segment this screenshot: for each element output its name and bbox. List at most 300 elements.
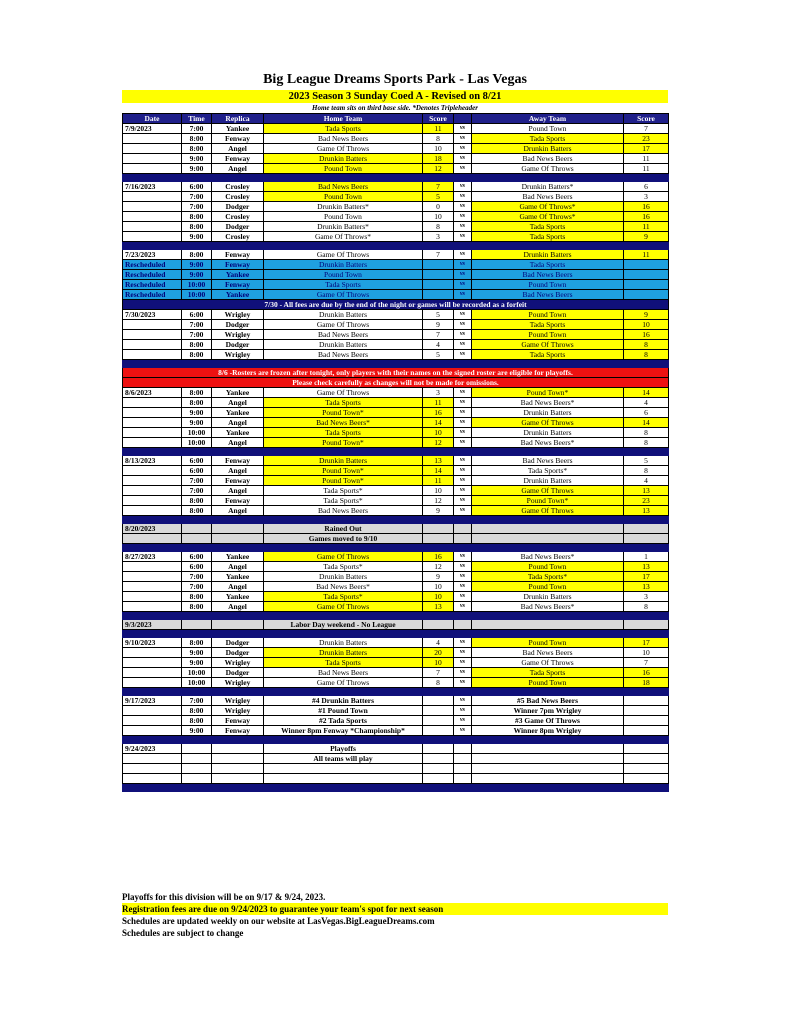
vs-cell (454, 764, 472, 774)
date-cell (123, 154, 182, 164)
home-team-cell: Bad News Beers* (264, 582, 423, 592)
time-cell: 8:00 (182, 506, 212, 516)
game-row (123, 232, 669, 242)
time-cell (182, 764, 212, 774)
date-cell: 7/23/2023 (123, 250, 182, 260)
home-score-cell: 12 (423, 438, 454, 448)
date-cell: 9/24/2023 (123, 744, 182, 754)
separator-row (123, 516, 669, 524)
table-header-row (123, 114, 669, 124)
time-cell: 8:00 (182, 134, 212, 144)
away-team-cell: Bad News Beers* (472, 438, 624, 448)
away-score-cell: 8 (624, 340, 669, 350)
home-team-cell: Tada Sports* (264, 592, 423, 602)
away-team-cell: Pound Town (472, 280, 624, 290)
away-score-cell: 13 (624, 582, 669, 592)
away-team-cell: Drunkin Batters (472, 408, 624, 418)
game-row (123, 764, 669, 774)
home-team-cell: Game Of Throws* (264, 232, 423, 242)
status-row (123, 524, 669, 534)
replica-cell: Wrigley (212, 696, 264, 706)
roster-notice-row (123, 378, 669, 388)
replica-cell: Yankee (212, 388, 264, 398)
home-team-cell (264, 764, 423, 774)
date-cell (123, 232, 182, 242)
date-cell (123, 658, 182, 668)
away-score-cell: 7 (624, 658, 669, 668)
away-team-cell: Bad News Beers (472, 290, 624, 300)
vs-cell: vs (454, 192, 472, 202)
date-cell (123, 330, 182, 340)
home-team-cell: Game Of Throws (264, 552, 423, 562)
away-score-cell: 1 (624, 552, 669, 562)
vs-cell: vs (454, 250, 472, 260)
away-score-cell: 13 (624, 562, 669, 572)
home-team-cell: Bad News Beers* (264, 418, 423, 428)
separator-row (123, 174, 669, 182)
home-team-cell: Pound Town (264, 270, 423, 280)
time-cell: 6:00 (182, 552, 212, 562)
home-team-cell: Tada Sports (264, 280, 423, 290)
away-score-cell: 10 (624, 320, 669, 330)
away-team-cell: Tada Sports (472, 222, 624, 232)
away-team-cell: Pound Town (472, 638, 624, 648)
game-row (123, 648, 669, 658)
vs-cell: vs (454, 696, 472, 706)
replica-cell: Fenway (212, 496, 264, 506)
game-row (123, 466, 669, 476)
vs-cell: vs (454, 270, 472, 280)
replica-cell: Fenway (212, 726, 264, 736)
away-team-cell: Game Of Throws (472, 506, 624, 516)
replica-cell (212, 754, 264, 764)
away-team-cell: Drunkin Batters* (472, 182, 624, 192)
empty-cell (454, 620, 472, 630)
home-score-cell: 20 (423, 648, 454, 658)
game-row (123, 774, 669, 784)
home-score-cell: 7 (423, 250, 454, 260)
away-team-cell: Pound Town (472, 678, 624, 688)
schedule-table (122, 113, 669, 792)
empty-cell (624, 620, 669, 630)
home-score-cell (423, 744, 454, 754)
fee-notice-row (123, 300, 669, 310)
rescheduled-row (123, 260, 669, 270)
empty-cell (212, 620, 264, 630)
home-team-cell: Game Of Throws (264, 144, 423, 154)
home-score-cell: 18 (423, 154, 454, 164)
home-team-cell: #4 Drunkin Batters (264, 696, 423, 706)
time-cell: 9:00 (182, 726, 212, 736)
date-cell: Rescheduled (123, 290, 182, 300)
date-cell: 7/9/2023 (123, 124, 182, 134)
away-team-cell: Winner 8pm Wrigley (472, 726, 624, 736)
home-score-cell: 4 (423, 638, 454, 648)
empty-cell (182, 620, 212, 630)
vs-cell: vs (454, 678, 472, 688)
time-cell: 8:00 (182, 340, 212, 350)
time-cell (182, 774, 212, 784)
separator-row (123, 630, 669, 638)
vs-cell: vs (454, 154, 472, 164)
vs-cell: vs (454, 648, 472, 658)
away-score-cell: 14 (624, 418, 669, 428)
date-cell (123, 486, 182, 496)
game-row (123, 496, 669, 506)
away-team-cell: Bad News Beers (472, 154, 624, 164)
separator-cell (123, 174, 669, 182)
game-row (123, 572, 669, 582)
time-cell: 8:00 (182, 350, 212, 360)
vs-cell: vs (454, 232, 472, 242)
away-team-cell: Pound Town (472, 582, 624, 592)
vs-cell: vs (454, 466, 472, 476)
vs-cell: vs (454, 428, 472, 438)
home-score-cell (423, 726, 454, 736)
away-score-cell: 16 (624, 668, 669, 678)
separator-row (123, 612, 669, 620)
replica-cell: Angel (212, 466, 264, 476)
home-score-cell: 7 (423, 668, 454, 678)
home-score-cell: 10 (423, 428, 454, 438)
time-cell: 8:00 (182, 638, 212, 648)
time-cell: 10:00 (182, 280, 212, 290)
home-score-cell: 16 (423, 408, 454, 418)
away-score-cell: 6 (624, 182, 669, 192)
home-team-cell: Tada Sports (264, 398, 423, 408)
replica-cell: Dodger (212, 320, 264, 330)
game-row (123, 592, 669, 602)
home-score-cell: 10 (423, 582, 454, 592)
page-title: Big League Dreams Sports Park - Las Vegas (263, 72, 527, 87)
vs-cell: vs (454, 320, 472, 330)
replica-cell: Fenway (212, 260, 264, 270)
home-score-cell (423, 270, 454, 280)
home-team-cell (264, 774, 423, 784)
home-team-cell: Pound Town (264, 212, 423, 222)
away-score-cell (624, 706, 669, 716)
game-row (123, 320, 669, 330)
vs-cell: vs (454, 134, 472, 144)
replica-cell: Angel (212, 602, 264, 612)
empty-cell (624, 534, 669, 544)
separator-row (123, 688, 669, 696)
time-cell: 6:00 (182, 456, 212, 466)
time-cell: 9:00 (182, 260, 212, 270)
time-cell: 7:00 (182, 202, 212, 212)
game-row (123, 696, 669, 706)
home-score-cell (423, 716, 454, 726)
vs-cell (454, 754, 472, 764)
vs-cell: vs (454, 668, 472, 678)
vs-cell: vs (454, 602, 472, 612)
home-team-cell: Drunkin Batters* (264, 202, 423, 212)
game-row (123, 562, 669, 572)
date-cell (123, 496, 182, 506)
date-cell (123, 466, 182, 476)
away-score-cell (624, 696, 669, 706)
away-team-cell (472, 754, 624, 764)
away-score-cell: 11 (624, 154, 669, 164)
date-cell: 9/10/2023 (123, 638, 182, 648)
status-text: Rained Out (264, 524, 423, 534)
away-score-cell: 3 (624, 592, 669, 602)
game-row (123, 726, 669, 736)
time-cell: 7:00 (182, 320, 212, 330)
vs-cell: vs (454, 212, 472, 222)
home-team-cell: Pound Town* (264, 408, 423, 418)
time-cell: 8:00 (182, 144, 212, 154)
vs-cell: vs (454, 408, 472, 418)
vs-cell: vs (454, 456, 472, 466)
time-cell: 10:00 (182, 668, 212, 678)
vs-cell: vs (454, 706, 472, 716)
home-score-cell: 10 (423, 486, 454, 496)
rescheduled-row (123, 280, 669, 290)
time-cell: 7:00 (182, 124, 212, 134)
away-score-cell: 13 (624, 506, 669, 516)
vs-cell: vs (454, 552, 472, 562)
away-score-cell: 16 (624, 330, 669, 340)
home-score-cell: 8 (423, 134, 454, 144)
away-score-cell: 3 (624, 192, 669, 202)
separator-cell (123, 544, 669, 552)
empty-cell (182, 534, 212, 544)
separator-row (123, 544, 669, 552)
home-score-cell: 4 (423, 340, 454, 350)
time-cell: 7:00 (182, 582, 212, 592)
date-cell (123, 418, 182, 428)
time-cell: 9:00 (182, 658, 212, 668)
home-team-cell: Game Of Throws (264, 678, 423, 688)
header-vs (454, 114, 472, 124)
game-row (123, 638, 669, 648)
time-cell: 7:00 (182, 192, 212, 202)
away-score-cell (624, 744, 669, 754)
away-team-cell: Game Of Throws (472, 418, 624, 428)
home-score-cell: 16 (423, 552, 454, 562)
away-team-cell: Drunkin Batters (472, 250, 624, 260)
time-cell: 9:00 (182, 408, 212, 418)
vs-cell: vs (454, 592, 472, 602)
replica-cell: Wrigley (212, 658, 264, 668)
date-cell: Rescheduled (123, 280, 182, 290)
time-cell: 10:00 (182, 438, 212, 448)
vs-cell: vs (454, 222, 472, 232)
header-replica: Replica (212, 114, 264, 124)
date-cell (123, 716, 182, 726)
away-score-cell: 9 (624, 232, 669, 242)
home-team-cell: Bad News Beers (264, 182, 423, 192)
replica-cell: Wrigley (212, 706, 264, 716)
home-score-cell: 14 (423, 418, 454, 428)
home-team-cell: Game Of Throws (264, 250, 423, 260)
away-score-cell: 13 (624, 486, 669, 496)
home-score-cell: 7 (423, 182, 454, 192)
home-team-cell: Tada Sports* (264, 486, 423, 496)
date-cell (123, 572, 182, 582)
home-team-cell: Playoffs (264, 744, 423, 754)
separator-row (123, 736, 669, 744)
home-score-cell (423, 260, 454, 270)
home-score-cell: 10 (423, 212, 454, 222)
separator-cell (123, 784, 669, 792)
away-team-cell: Pound Town (472, 330, 624, 340)
replica-cell: Fenway (212, 250, 264, 260)
separator-cell (123, 242, 669, 250)
replica-cell: Yankee (212, 270, 264, 280)
away-team-cell: Tada Sports (472, 232, 624, 242)
vs-cell: vs (454, 658, 472, 668)
game-row (123, 506, 669, 516)
header-time: Time (182, 114, 212, 124)
home-score-cell: 3 (423, 388, 454, 398)
away-score-cell: 8 (624, 466, 669, 476)
separator-cell (123, 736, 669, 744)
home-score-cell: 12 (423, 496, 454, 506)
empty-cell (472, 620, 624, 630)
date-cell (123, 506, 182, 516)
home-score-cell: 5 (423, 192, 454, 202)
home-score-cell (423, 706, 454, 716)
away-score-cell (624, 774, 669, 784)
replica-cell: Fenway (212, 716, 264, 726)
away-team-cell: Bad News Beers (472, 270, 624, 280)
time-cell: 8:00 (182, 706, 212, 716)
footer-line-highlight: Registration fees are due on 9/24/2023 to guarantee your team's spot for next season (122, 903, 668, 915)
time-cell: 7:00 (182, 696, 212, 706)
game-row (123, 202, 669, 212)
away-team-cell: Drunkin Batters (472, 428, 624, 438)
time-cell: 7:00 (182, 572, 212, 582)
away-score-cell: 17 (624, 638, 669, 648)
replica-cell: Yankee (212, 290, 264, 300)
away-score-cell: 10 (624, 648, 669, 658)
away-score-cell: 11 (624, 164, 669, 174)
time-cell: 8:00 (182, 388, 212, 398)
separator-cell (123, 612, 669, 620)
game-row (123, 602, 669, 612)
replica-cell: Crosley (212, 232, 264, 242)
away-score-cell: 8 (624, 602, 669, 612)
replica-cell: Angel (212, 164, 264, 174)
away-score-cell: 17 (624, 144, 669, 154)
vs-cell: vs (454, 182, 472, 192)
replica-cell: Angel (212, 582, 264, 592)
home-team-cell: Drunkin Batters (264, 638, 423, 648)
home-team-cell: Pound Town* (264, 466, 423, 476)
footer-line: Playoffs for this division will be on 9/17 & 9/24, 2023. (122, 892, 326, 902)
home-score-cell: 12 (423, 562, 454, 572)
home-score-cell: 9 (423, 320, 454, 330)
replica-cell: Yankee (212, 408, 264, 418)
separator-row (123, 448, 669, 456)
away-team-cell: Pound Town (472, 124, 624, 134)
game-row (123, 438, 669, 448)
time-cell: 8:00 (182, 716, 212, 726)
away-score-cell (624, 280, 669, 290)
away-team-cell: Game Of Throws (472, 486, 624, 496)
empty-cell (454, 534, 472, 544)
away-score-cell: 17 (624, 572, 669, 582)
date-cell (123, 212, 182, 222)
empty-cell (212, 534, 264, 544)
status-row (123, 534, 669, 544)
time-cell: 9:00 (182, 164, 212, 174)
replica-cell (212, 744, 264, 754)
home-score-cell: 11 (423, 476, 454, 486)
date-cell: 7/16/2023 (123, 182, 182, 192)
replica-cell: Fenway (212, 476, 264, 486)
separator-cell (123, 688, 669, 696)
away-score-cell: 8 (624, 438, 669, 448)
game-row (123, 706, 669, 716)
away-team-cell: Bad News Beers (472, 192, 624, 202)
date-cell: 9/17/2023 (123, 696, 182, 706)
footer-line: Schedules are subject to change (122, 928, 244, 938)
away-score-cell: 7 (624, 124, 669, 134)
time-cell: 10:00 (182, 428, 212, 438)
home-team-cell: Drunkin Batters (264, 456, 423, 466)
home-team-cell: Tada Sports* (264, 496, 423, 506)
replica-cell: Yankee (212, 552, 264, 562)
empty-cell (212, 524, 264, 534)
roster-notice-row (123, 368, 669, 378)
game-row (123, 388, 669, 398)
replica-cell: Wrigley (212, 310, 264, 320)
vs-cell: vs (454, 260, 472, 270)
home-score-cell: 10 (423, 658, 454, 668)
time-cell (182, 754, 212, 764)
replica-cell: Dodger (212, 648, 264, 658)
vs-cell: vs (454, 164, 472, 174)
vs-cell: vs (454, 572, 472, 582)
empty-cell (454, 524, 472, 534)
replica-cell: Angel (212, 418, 264, 428)
vs-cell: vs (454, 124, 472, 134)
away-team-cell: Pound Town (472, 562, 624, 572)
away-team-cell (472, 774, 624, 784)
game-row (123, 310, 669, 320)
replica-cell (212, 774, 264, 784)
home-team-cell: Drunkin Batters* (264, 222, 423, 232)
game-row (123, 716, 669, 726)
vs-cell: vs (454, 582, 472, 592)
vs-cell: vs (454, 562, 472, 572)
date-cell (123, 134, 182, 144)
time-cell: 10:00 (182, 290, 212, 300)
game-row (123, 678, 669, 688)
vs-cell: vs (454, 496, 472, 506)
away-score-cell: 23 (624, 496, 669, 506)
schedule-note: Home team sits on third base side. *Denotes Tripleheader (312, 104, 478, 112)
home-score-cell: 11 (423, 124, 454, 134)
away-team-cell: Game Of Throws* (472, 202, 624, 212)
away-team-cell: Tada Sports (472, 260, 624, 270)
home-score-cell: 12 (423, 164, 454, 174)
date-cell (123, 726, 182, 736)
away-score-cell: 11 (624, 250, 669, 260)
date-cell (123, 678, 182, 688)
vs-cell: vs (454, 330, 472, 340)
home-team-cell: Tada Sports (264, 428, 423, 438)
vs-cell: vs (454, 310, 472, 320)
home-team-cell: Game Of Throws (264, 320, 423, 330)
date-cell (123, 164, 182, 174)
away-team-cell: Tada Sports (472, 320, 624, 330)
away-score-cell: 18 (624, 678, 669, 688)
date-cell (123, 350, 182, 360)
